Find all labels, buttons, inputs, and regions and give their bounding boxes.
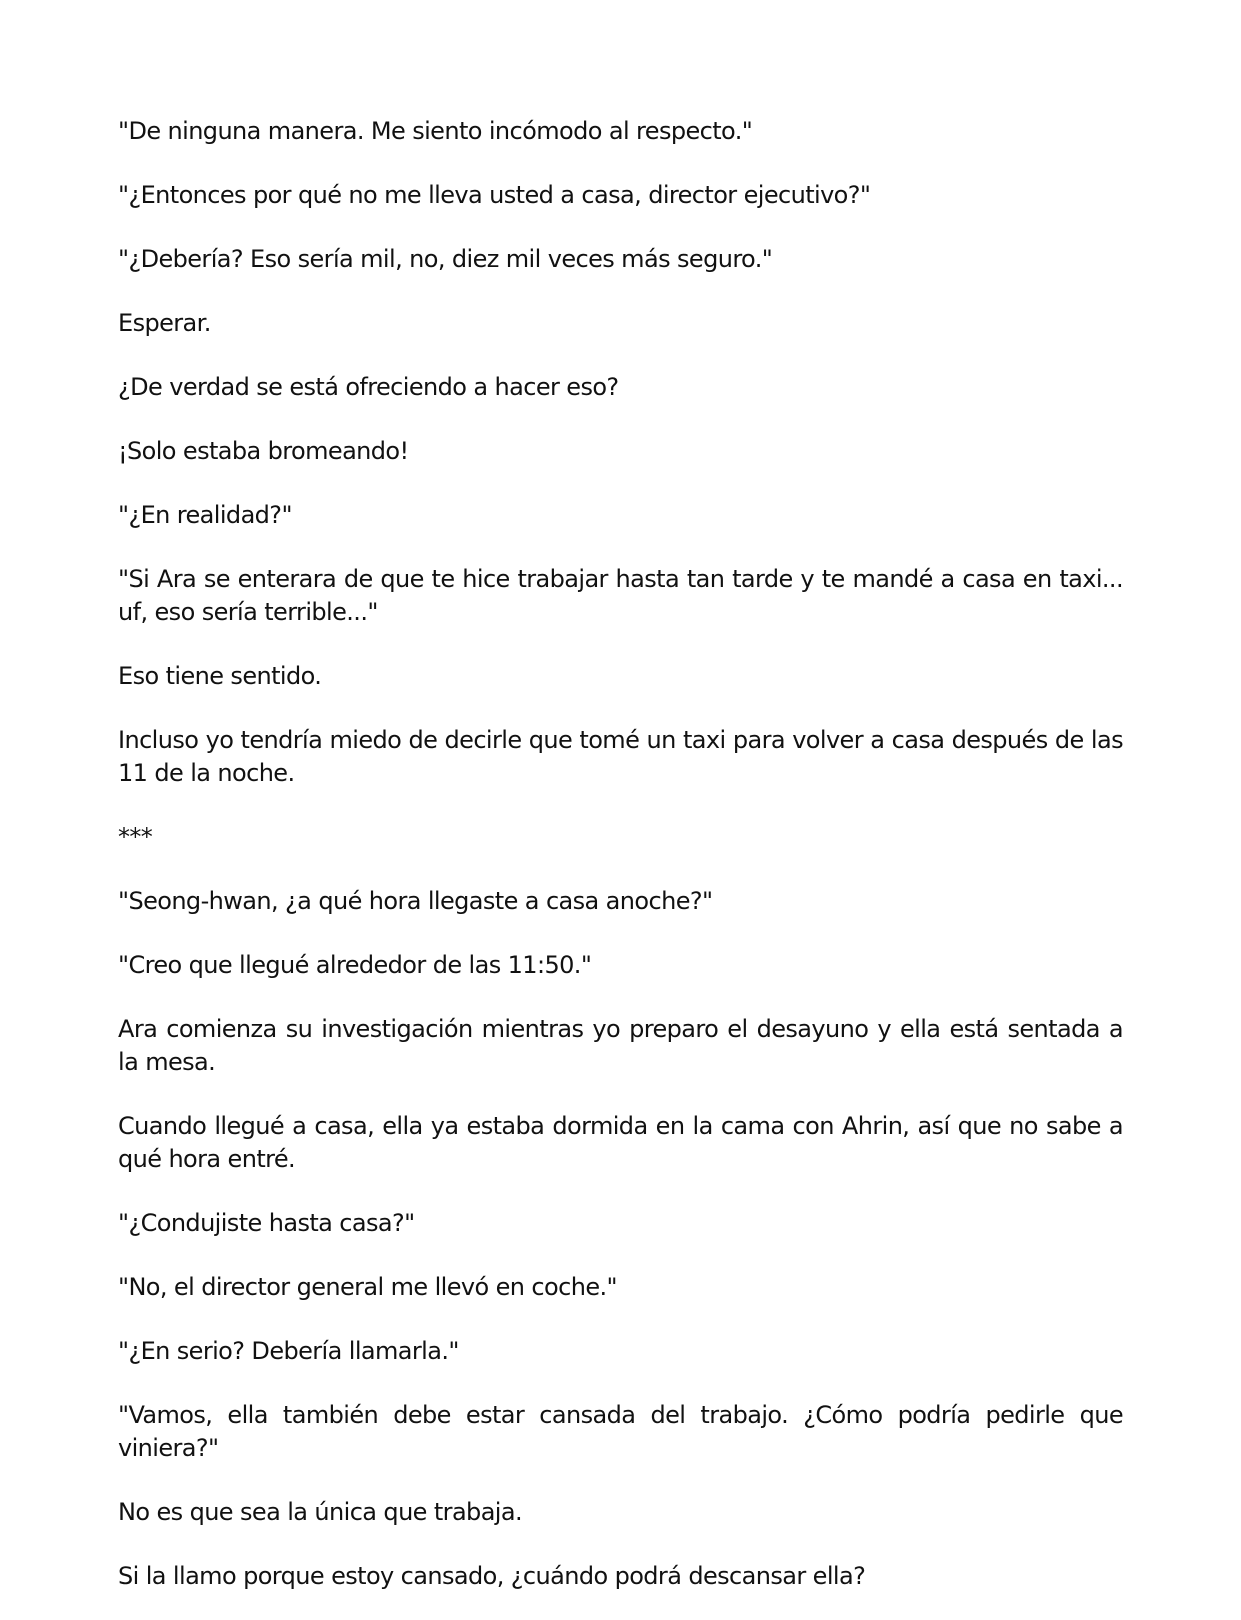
paragraph: Si la llamo porque estoy cansado, ¿cuándo podrá descansar ella? <box>118 1562 866 1590</box>
paragraph: "Creo que llegué alrededor de las 11:50." <box>118 951 592 979</box>
paragraph: Ara comienza su investigación mientras yo preparo el desayuno y ella está sentada a la mesa. <box>118 1015 1123 1076</box>
document-body <box>118 115 1123 1620</box>
paragraph: "De ninguna manera. Me siento incómodo al respecto." <box>118 117 753 145</box>
paragraph: Eso tiene sentido. <box>118 662 322 690</box>
paragraph: "¿Condujiste hasta casa?" <box>118 1209 415 1237</box>
paragraph: Incluso yo tendría miedo de decirle que tomé un taxi para volver a casa después de las 11 de la noche. <box>118 726 1123 787</box>
scene-break: *** <box>118 823 153 851</box>
paragraph: "¿En serio? Debería llamarla." <box>118 1337 459 1365</box>
paragraph: "¿Entonces por qué no me lleva usted a casa, director ejecutivo?" <box>118 181 871 209</box>
paragraph: "No, el director general me llevó en coche." <box>118 1273 617 1301</box>
paragraph: Cuando llegué a casa, ella ya estaba dormida en la cama con Ahrin, así que no sabe a qué hora entré. <box>118 1112 1123 1173</box>
paragraph: ¡Solo estaba bromeando! <box>118 437 409 465</box>
paragraph: "¿En realidad?" <box>118 501 292 529</box>
paragraph: "Vamos, ella también debe estar cansada del trabajo. ¿Cómo podría pedirle que viniera?" <box>118 1401 1123 1462</box>
paragraph: ¿De verdad se está ofreciendo a hacer eso? <box>118 373 619 401</box>
paragraph: No es que sea la única que trabaja. <box>118 1498 523 1526</box>
paragraph: "Seong-hwan, ¿a qué hora llegaste a casa anoche?" <box>118 887 713 915</box>
paragraph: "Si Ara se enterara de que te hice trabajar hasta tan tarde y te mandé a casa en taxi... uf, eso sería terrible..." <box>118 565 1123 626</box>
paragraph: "¿Debería? Eso sería mil, no, diez mil veces más seguro." <box>118 245 773 273</box>
paragraph: Esperar. <box>118 309 211 337</box>
